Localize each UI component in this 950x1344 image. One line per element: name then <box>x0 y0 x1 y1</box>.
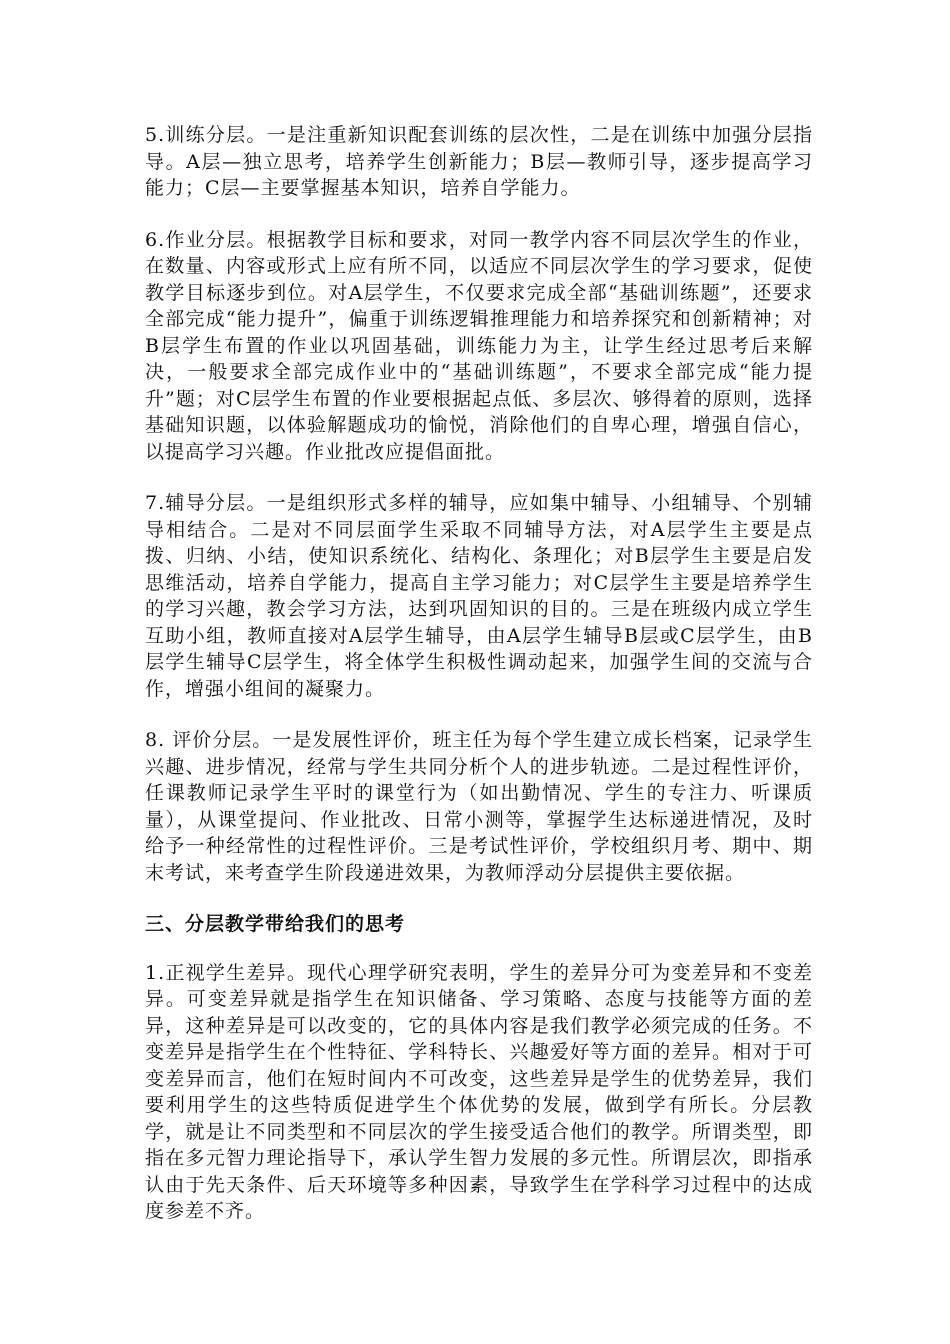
paragraph-evaluation-layering: 8. 评价分层。一是发展性评价，班主任为每个学生建立成长档案，记录学生兴趣、进步情况，经常与学生共同分析个人的进步轨迹。二是过程性评价，任课教师记录学生平时的课堂行为（如出勤情况、学生的专注力、听课质量），从课堂提问、作业批改、日常小测等，掌握学生达标递进情况，及时给予一种经常性的过程性评价。三是考试性评价，学校组织月考、期中、期末考试，来考查学生阶段递进效果，为教师浮动分层提供主要依据。 <box>145 729 813 884</box>
section-heading: 三、分层教学带给我们的思考 <box>145 913 406 935</box>
paragraph-student-differences: 1.正视学生差异。现代心理学研究表明，学生的差异分可为变差异和不变差异。可变差异就是指学生在知识储备、学习策略、态度与技能等方面的差异，这种差异是可以改变的，它的具体内容是我们教学必须完成的任务。不变差异是指学生在个性特征、学科特长、兴趣爱好等方面的差异。相对于可变差异而言，他们在短时间内不可改变，这些差异是学生的优势差异，我们要利用学生的这些特质促进学生个体优势的发展，做到学有所长。分层教学，就是让不同类型和不同层次的学生接受适合他们的教学。所谓类型，即指在多元智力理论指导下，承认学生智力发展的多元性。所谓层次，即指承认由于先天条件、后天环境等多种因素，导致学生在学科学习过程中的达成度参差不齐。 <box>145 961 813 1222</box>
paragraph-tutoring-layering: 7.辅导分层。一是组织形式多样的辅导，应如集中辅导、小组辅导、个别辅导相结合。二是对不同层面学生采取不同辅导方法，对A层学生主要是点拨、归纳、小结，使知识系统化、结构化、条理化；对B层学生主要是启发思维活动，培养自学能力，提高自主学习能力；对C层学生主要是培养学生的学习兴趣，教会学习方法，达到巩固知识的目的。三是在班级内成立学生互助小组，教师直接对A层学生辅导，由A层学生辅导B层或C层学生，由B层学生辅导C层学生，将全体学生积极性调动起来，加强学生间的交流与合作，增强小组间的凝聚力。 <box>145 492 813 700</box>
paragraph-homework-layering: 6.作业分层。根据教学目标和要求，对同一教学内容不同层次学生的作业，在数量、内容或形式上应有所不同，以适应不同层次学生的学习要求，促使教学目标逐步到位。对A层学生，不仅要求完成全部“基础训练题”，还要求全部完成“能力提升”，偏重于训练逻辑推理能力和培养探究和创新精神；对B层学生布置的作业以巩固基础，训练能力为主，让学生经过思考后来解决，一般要求全部完成作业中的“基础训练题”，不要求全部完成“能力提升”题；对C层学生布置的作业要根据起点低、多层次、够得着的原则，选择基础知识题，以体验解题成功的愉悦，消除他们的自卑心理，增强自信心，以提高学习兴趣。作业批改应提倡面批。 <box>145 228 813 463</box>
document-page <box>145 122 813 1250</box>
paragraph-training-layering: 5.训练分层。一是注重新知识配套训练的层次性，二是在训练中加强分层指导。A层—独立思考，培养学生创新能力；B层—教师引导，逐步提高学习能力；C层—主要掌握基本知识，培养自学能力。 <box>145 124 813 199</box>
